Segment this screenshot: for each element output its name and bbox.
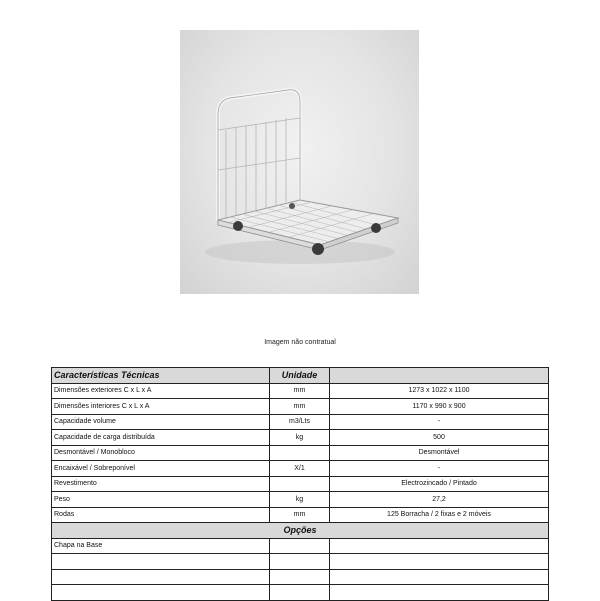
image-caption: Imagem não contratual bbox=[264, 339, 336, 346]
table-row bbox=[52, 476, 549, 492]
table-row bbox=[52, 569, 549, 585]
header-unit: Unidade bbox=[270, 368, 330, 384]
row-label: Chapa na Base bbox=[52, 538, 270, 554]
row-unit: kg bbox=[270, 492, 330, 508]
table-row bbox=[52, 430, 549, 446]
trolley-image bbox=[180, 30, 419, 294]
product-photo bbox=[180, 30, 419, 294]
row-value bbox=[330, 585, 549, 601]
row-value bbox=[330, 569, 549, 585]
header-characteristics: Características Técnicas bbox=[52, 368, 270, 384]
row-unit bbox=[270, 445, 330, 461]
row-value: 1170 x 990 x 900 bbox=[330, 399, 549, 415]
row-unit bbox=[270, 538, 330, 554]
table-row bbox=[52, 461, 549, 477]
row-label: Desmontável / Monobloco bbox=[52, 445, 270, 461]
row-value: 27,2 bbox=[330, 492, 549, 508]
specifications-table bbox=[51, 367, 549, 601]
table-row bbox=[52, 414, 549, 430]
table-row bbox=[52, 492, 549, 508]
table-row bbox=[52, 585, 549, 601]
row-label: Revestimento bbox=[52, 476, 270, 492]
row-label bbox=[52, 585, 270, 601]
row-value: - bbox=[330, 461, 549, 477]
table-row bbox=[52, 383, 549, 399]
table-row bbox=[52, 554, 549, 570]
row-value: - bbox=[330, 414, 549, 430]
row-value: 125 Borracha / 2 fixas e 2 móveis bbox=[330, 507, 549, 523]
row-value: 1273 x 1022 x 1100 bbox=[330, 383, 549, 399]
row-label: Rodas bbox=[52, 507, 270, 523]
options-header-row bbox=[52, 523, 549, 539]
row-label: Peso bbox=[52, 492, 270, 508]
row-unit: m3/Lts bbox=[270, 414, 330, 430]
row-value: Electrozincado / Pintado bbox=[330, 476, 549, 492]
table-row bbox=[52, 538, 549, 554]
row-unit bbox=[270, 476, 330, 492]
header-value bbox=[330, 368, 549, 384]
row-label: Capacidade volume bbox=[52, 414, 270, 430]
row-value bbox=[330, 554, 549, 570]
row-unit: X/1 bbox=[270, 461, 330, 477]
row-unit: kg bbox=[270, 430, 330, 446]
table-row bbox=[52, 507, 549, 523]
row-label: Capacidade de carga distribuída bbox=[52, 430, 270, 446]
table-header-row bbox=[52, 368, 549, 384]
row-label bbox=[52, 554, 270, 570]
row-label: Dimensões interiores C x L x A bbox=[52, 399, 270, 415]
table-row bbox=[52, 399, 549, 415]
row-value: Desmontável bbox=[330, 445, 549, 461]
row-unit bbox=[270, 585, 330, 601]
row-unit bbox=[270, 554, 330, 570]
row-label bbox=[52, 569, 270, 585]
row-value bbox=[330, 538, 549, 554]
row-value: 500 bbox=[330, 430, 549, 446]
options-title: Opções bbox=[52, 523, 549, 539]
row-unit: mm bbox=[270, 507, 330, 523]
row-label: Encaixável / Sobreponível bbox=[52, 461, 270, 477]
row-unit: mm bbox=[270, 399, 330, 415]
row-unit: mm bbox=[270, 383, 330, 399]
row-unit bbox=[270, 569, 330, 585]
row-label: Dimensões exteriores C x L x A bbox=[52, 383, 270, 399]
table-row bbox=[52, 445, 549, 461]
